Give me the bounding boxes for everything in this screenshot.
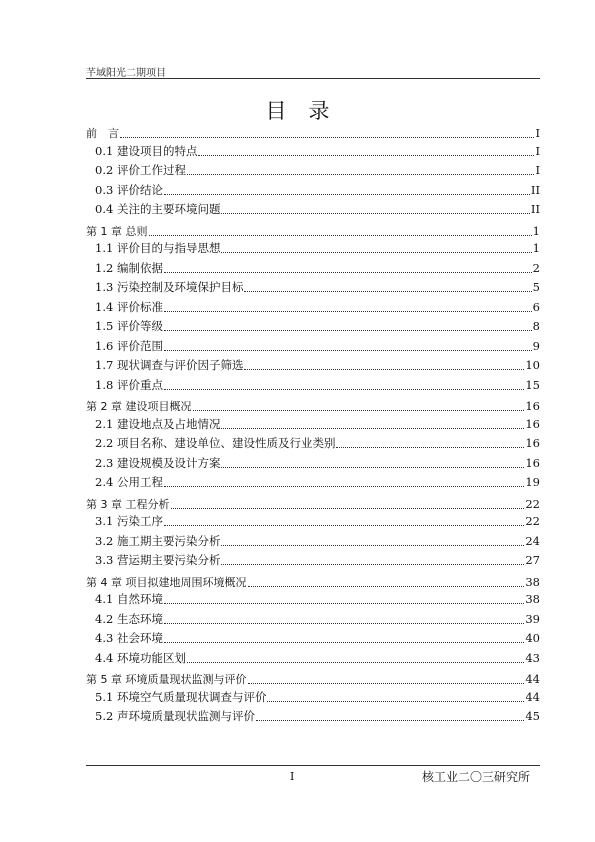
header-project-name: 芊域阳光二期项目 xyxy=(86,68,166,79)
toc-section-entry[interactable] xyxy=(95,317,540,335)
toc-entry-label: 4.3 社会环境 xyxy=(95,631,163,645)
toc-leader-dots xyxy=(164,641,524,643)
toc-entry-label: 1.2 编制依据 xyxy=(95,260,163,275)
toc-leader-dots xyxy=(267,700,524,702)
toc-entry-label: 1.1 评价目的与指导思想 xyxy=(95,241,221,255)
toc-section-entry[interactable] xyxy=(95,298,540,316)
toc-entry-label: 5.2 声环境质量现状监测与评价 xyxy=(95,709,255,723)
toc-leader-dots xyxy=(221,563,524,565)
toc-entry-label: 1.5 评价等级 xyxy=(95,319,163,333)
toc-leader-dots xyxy=(120,136,534,138)
toc-section-entry[interactable] xyxy=(95,649,540,667)
toc-leader-dots xyxy=(248,585,525,587)
toc-entry-label: 3.1 污染工序 xyxy=(95,514,163,528)
toc-chapter-entry[interactable] xyxy=(86,495,540,513)
toc-entry-label: 0.4 关注的主要环境问题 xyxy=(95,202,221,216)
toc-entry-page: I xyxy=(535,163,540,177)
toc-leader-dots xyxy=(164,622,524,624)
toc-chapter-entry[interactable] xyxy=(86,222,540,240)
toc-leader-dots xyxy=(244,368,524,370)
header-rule xyxy=(86,78,540,79)
toc-entry-label: 1.7 现状调查与评价因子筛选 xyxy=(95,358,244,372)
toc-entry-page: 16 xyxy=(525,436,540,450)
toc-entry-label: 4.2 生态环境 xyxy=(95,611,163,626)
toc-entry-label: 第 3 章 工程分析 xyxy=(86,497,170,511)
toc-entry-label: 1.8 评价重点 xyxy=(95,377,163,392)
toc-section-entry[interactable] xyxy=(95,181,540,199)
toc-entry-label: 5.1 环境空气质量现状调查与评价 xyxy=(95,689,267,704)
toc-section-entry[interactable] xyxy=(95,707,540,725)
toc-entry-page: I xyxy=(535,143,540,158)
toc-entry-page: 10 xyxy=(525,358,540,372)
toc-leader-dots xyxy=(221,466,524,468)
toc-entry-label: 3.3 营运期主要污染分析 xyxy=(95,553,221,567)
toc-section-entry[interactable] xyxy=(95,454,540,472)
toc-entry-label: 2.3 建设规模及设计方案 xyxy=(95,455,221,470)
toc-section-entry[interactable] xyxy=(95,161,540,179)
toc-section-entry[interactable] xyxy=(95,337,540,355)
toc-leader-dots xyxy=(149,234,532,236)
toc-entry-page: 45 xyxy=(525,709,540,723)
toc-entry-page: 22 xyxy=(525,514,540,528)
toc-entry-page: 2 xyxy=(532,260,540,275)
toc-chapter-entry[interactable] xyxy=(86,670,540,688)
toc-section-entry[interactable] xyxy=(95,629,540,647)
toc-leader-dots xyxy=(256,719,524,721)
toc-entry-page: I xyxy=(535,126,540,140)
toc-leader-dots xyxy=(187,661,524,663)
toc-entry-label: 0.2 评价工作过程 xyxy=(95,163,186,177)
toc-entry-label: 第 2 章 建设项目概况 xyxy=(86,400,192,413)
toc-section-entry[interactable] xyxy=(95,473,540,491)
toc-entry-page: 16 xyxy=(525,399,540,413)
toc-section-entry[interactable] xyxy=(95,512,540,530)
toc-section-entry[interactable] xyxy=(95,434,540,452)
toc-entry-page: 19 xyxy=(525,475,540,489)
toc-entry-label: 4.4 环境功能区划 xyxy=(95,650,186,665)
toc-section-entry[interactable] xyxy=(95,142,540,160)
toc-entry-page: II xyxy=(530,202,540,216)
toc-entry-page: II xyxy=(530,182,540,197)
toc-chapter-entry[interactable] xyxy=(86,573,540,591)
toc-entry-page: 43 xyxy=(525,650,540,665)
toc-entry-label: 4.1 自然环境 xyxy=(95,592,163,606)
toc-section-entry[interactable] xyxy=(95,239,540,257)
toc-entry-label: 第 4 章 项目拟建地周围环境概况 xyxy=(86,575,247,589)
toc-entry-page: 38 xyxy=(525,574,540,589)
toc-leader-dots xyxy=(193,409,525,411)
toc-section-entry[interactable] xyxy=(95,200,540,218)
toc-entry-label: 1.6 评价范围 xyxy=(95,338,163,353)
toc-leader-dots xyxy=(187,173,535,175)
toc-entry-page: 44 xyxy=(525,672,540,686)
toc-section-entry[interactable] xyxy=(95,278,540,296)
toc-leader-dots xyxy=(336,446,524,448)
toc-leader-dots xyxy=(164,271,532,273)
toc-entry-label: 0.1 建设项目的特点 xyxy=(95,143,198,158)
toc-entry-page: 1 xyxy=(532,241,540,255)
footer-page-number: I xyxy=(290,770,295,783)
toc-leader-dots xyxy=(164,485,524,487)
toc-section-entry[interactable] xyxy=(95,376,540,394)
toc-section-entry[interactable] xyxy=(95,688,540,706)
toc-section-entry[interactable] xyxy=(95,590,540,608)
toc-section-entry[interactable] xyxy=(95,532,540,550)
toc-section-entry[interactable] xyxy=(95,356,540,374)
toc-entry-page: 15 xyxy=(525,377,540,392)
toc-entry-page: 40 xyxy=(525,631,540,645)
toc-entry-label: 3.2 施工期主要污染分析 xyxy=(95,533,221,548)
toc-entry-page: 1 xyxy=(532,223,540,238)
toc-entry-label: 第 5 章 环境质量现状监测与评价 xyxy=(86,673,247,686)
toc-entry-page: 5 xyxy=(532,280,540,294)
toc-leader-dots xyxy=(164,193,530,195)
toc-chapter-entry[interactable] xyxy=(86,397,540,415)
toc-entry-page: 38 xyxy=(525,592,540,606)
toc-leader-dots xyxy=(244,290,531,292)
toc-section-entry[interactable] xyxy=(95,259,540,277)
toc-entry-page: 16 xyxy=(525,455,540,470)
toc-entry-page: 24 xyxy=(525,533,540,548)
toc-entry-page: 44 xyxy=(525,689,540,704)
toc-section-entry[interactable] xyxy=(95,551,540,569)
toc-leader-dots xyxy=(221,544,524,546)
toc-entry-page: 39 xyxy=(525,611,540,626)
toc-entry-page: 8 xyxy=(532,319,540,333)
page-title: 目录 xyxy=(265,99,352,123)
toc-entry-page: 27 xyxy=(525,553,540,567)
toc-chapter-entry[interactable] xyxy=(86,124,540,142)
toc-leader-dots xyxy=(221,212,529,214)
toc-leader-dots xyxy=(164,349,532,351)
toc-entry-label: 2.2 项目名称、建设单位、建设性质及行业类别 xyxy=(95,436,336,450)
toc-entry-label: 前 言 xyxy=(86,127,119,140)
toc-entry-label: 2.4 公用工程 xyxy=(95,475,163,489)
toc-leader-dots xyxy=(164,602,524,604)
toc-section-entry[interactable] xyxy=(95,610,540,628)
toc-entry-label: 1.3 污染控制及环境保护目标 xyxy=(95,280,244,294)
toc-section-entry[interactable] xyxy=(95,415,540,433)
toc-entry-page: 22 xyxy=(525,496,540,511)
toc-entry-label: 2.1 建设地点及占地情况 xyxy=(95,416,221,431)
toc-leader-dots xyxy=(221,427,524,429)
toc-entry-page: 16 xyxy=(525,416,540,431)
toc-entry-page: 9 xyxy=(532,338,540,353)
toc-leader-dots xyxy=(248,682,525,684)
toc-leader-dots xyxy=(164,388,524,390)
toc-leader-dots xyxy=(164,310,532,312)
toc-entry-label: 1.4 评价标准 xyxy=(95,299,163,314)
toc-leader-dots xyxy=(164,329,532,331)
toc-leader-dots xyxy=(171,507,525,509)
toc-entry-label: 0.3 评价结论 xyxy=(95,182,163,197)
footer-organization: 核工业二〇三研究所 xyxy=(422,770,531,784)
toc-leader-dots xyxy=(164,524,524,526)
toc-leader-dots xyxy=(221,251,531,253)
toc-entry-page: 6 xyxy=(532,299,540,314)
toc-entry-label: 第 1 章 总则 xyxy=(86,224,148,238)
footer-rule xyxy=(86,765,540,766)
toc-leader-dots xyxy=(198,154,534,156)
